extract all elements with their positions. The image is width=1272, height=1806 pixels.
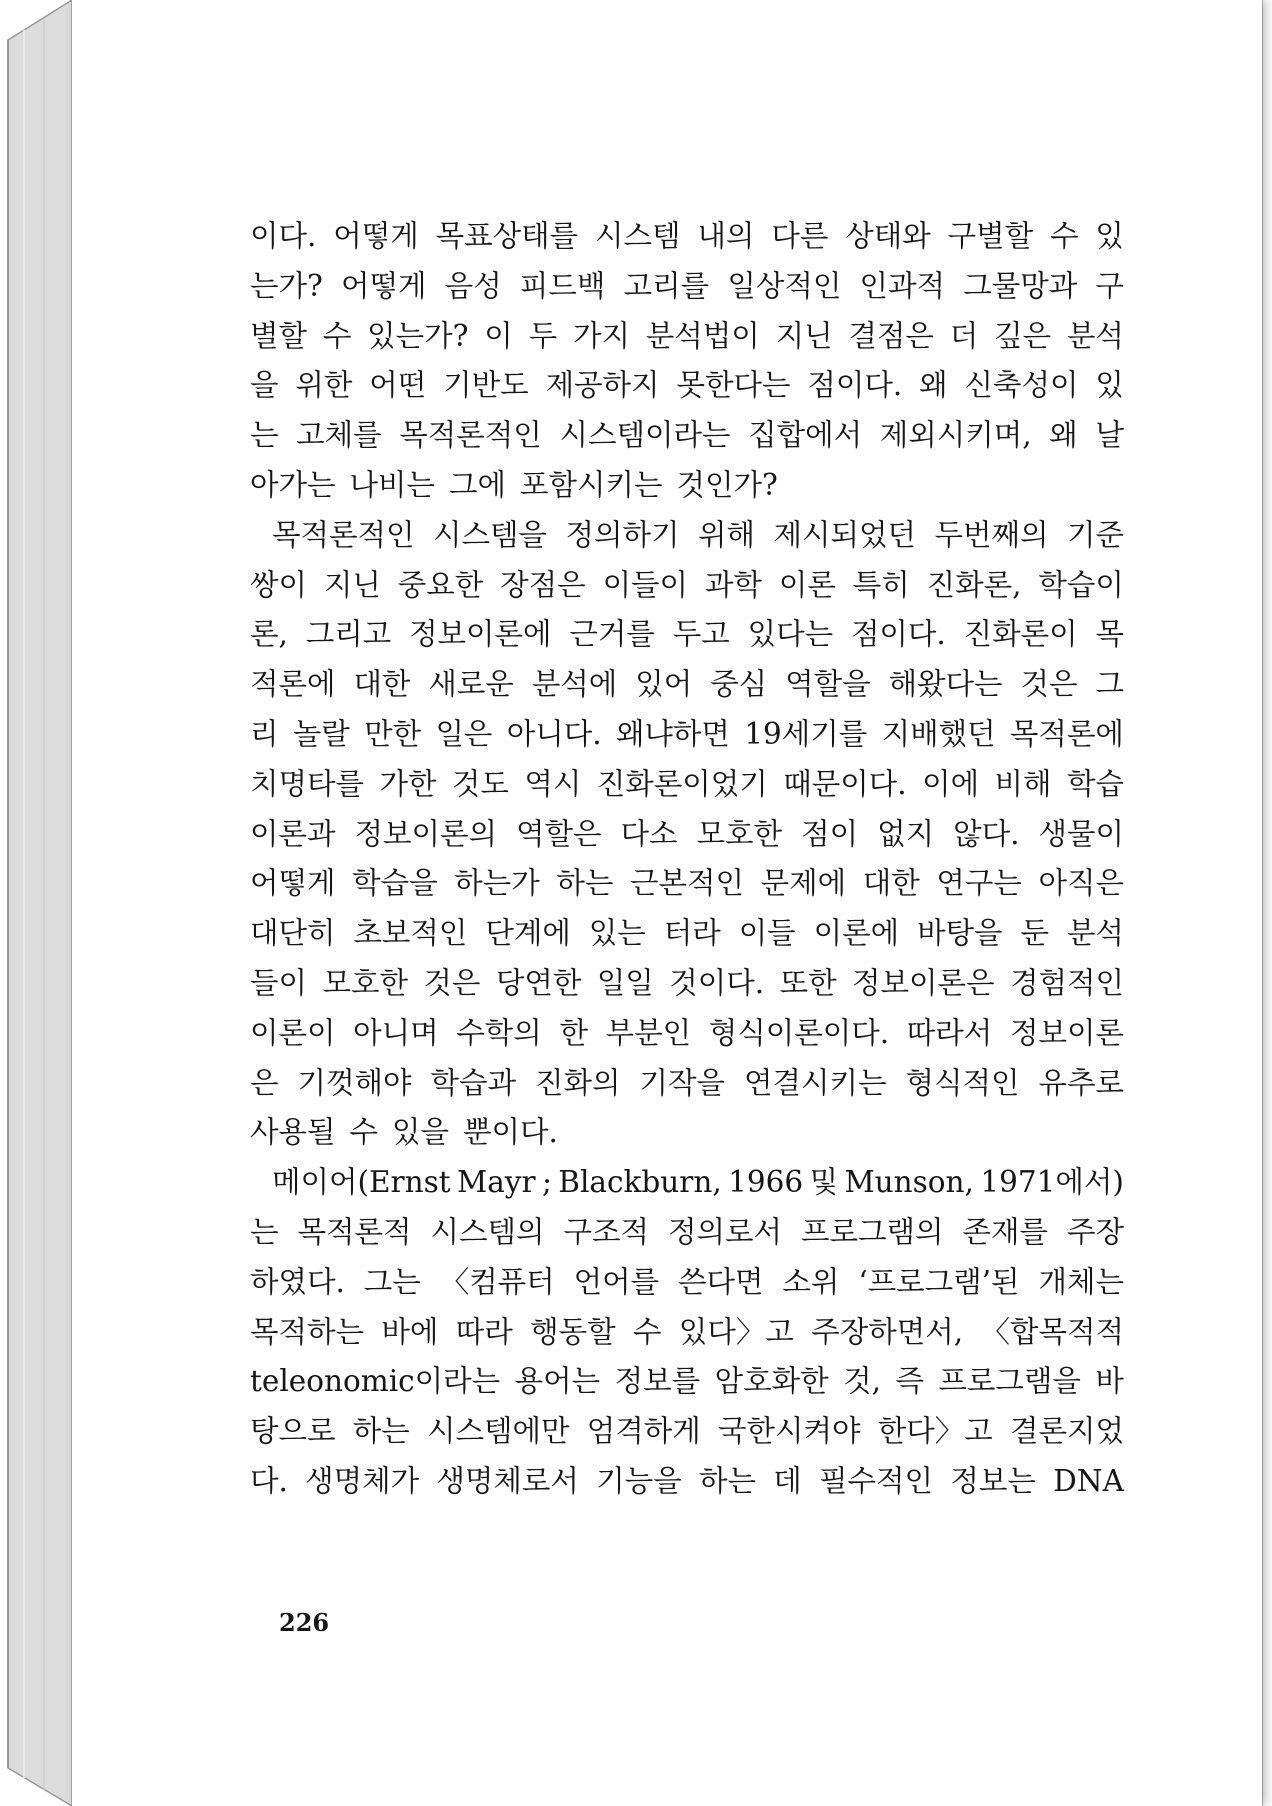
word: 학습 [1066,766,1124,801]
word: 〈합목적적 [980,1314,1124,1349]
word: 치명타를 [250,766,364,801]
word: 학습이 [1038,567,1124,602]
word: 터라 [663,916,721,951]
word: 및 [809,1165,839,1200]
word: 는가? [250,268,323,303]
word: 모호한 [322,965,408,1000]
word: 〈컴퓨터 [439,1264,555,1299]
word: 생명체가 [305,1463,420,1498]
word: 그리고 [305,617,392,652]
word: 위한 [295,368,353,403]
text-line [250,859,1124,909]
word: 시스템에만 [427,1414,570,1449]
word: 신축성이 [964,368,1079,403]
word: 시스템의 [430,1214,545,1249]
word: 있 [1095,368,1124,403]
word: 지배했던 [881,716,996,751]
word: 목적론적인 [272,517,415,552]
word: 데 [773,1463,802,1498]
word: Mayr [457,1165,536,1200]
text-line [250,561,1124,611]
word: 없지 [877,816,935,851]
word: 진화론, [926,567,1022,602]
text-line [250,212,1124,262]
word: 내의 [697,219,755,253]
word: 상태와 [845,219,931,253]
word: 아니다. [506,716,602,751]
word: 새로운 [428,667,514,702]
word: 정보이론은 [852,965,995,1000]
word: 유추로 [1038,1065,1124,1100]
word: 역할을 [785,667,871,702]
word: 정보를 [614,1364,701,1399]
word: 정의하기 [565,517,680,552]
text-line [250,361,1124,411]
word: 지닌 [775,318,833,353]
word: 정보이론에 [409,617,552,652]
word: 정보는 [950,1463,1036,1498]
word: 근거를 [569,617,655,652]
word: 는 [250,418,279,453]
word: 정의로서 [668,1214,782,1249]
word: 하는 [699,1463,756,1498]
word: 가한 [379,766,437,801]
word: 깊은 [994,318,1052,353]
word: 놀랄 [292,716,350,751]
word: 점이다. [850,617,946,652]
word: 리 [250,716,279,751]
body-text [250,212,1124,1507]
word: 개체는 [1038,1264,1124,1299]
word: 비해 [994,766,1052,801]
word: 하는 [352,1414,410,1449]
word: 은 [250,1065,279,1100]
word: 한 [559,1015,588,1050]
word: 프로그램을 [938,1364,1081,1399]
word: 다른 [771,219,829,253]
word: 행동할 [530,1314,616,1349]
text-line [250,710,1124,760]
word: 1971에서) [980,1165,1124,1200]
word: 것도 [451,766,509,801]
word: 연결시키는 [744,1065,887,1100]
text-line [250,1258,1124,1308]
word: 분석 [1066,916,1124,951]
text-line [250,1059,1124,1109]
word: 만한 [364,716,422,751]
word: 연구는 [936,866,1022,901]
word: 일상적인 [727,268,842,303]
word: 문제에 [760,866,847,901]
text-line [250,610,1124,660]
text-line [250,1357,1124,1407]
word: 결론지었 [1010,1414,1124,1449]
word: 용어는 [514,1364,601,1399]
word: 시스템 [595,219,681,253]
word: 진화론이었기 [596,766,768,801]
word: 가지 [572,318,630,353]
word: 수 [1050,219,1079,253]
word: 중심 [710,667,768,702]
word: 기반도 [443,368,529,403]
word: 역할은 [516,816,602,851]
word: 제공하지 [545,368,660,403]
word: 국한시켜야 [718,1414,861,1449]
word: teleonomic이라는 [250,1364,501,1399]
word: 목적론적인 [399,418,542,453]
text-line [250,959,1124,1009]
text-line [250,760,1124,810]
word: 것은 [423,965,481,1000]
word: 어떻게 [333,219,419,253]
word: 고리를 [623,268,710,303]
word: 분석에 [531,667,618,702]
word: 1966 [728,1165,804,1200]
word: 목표상태를 [435,219,579,253]
word: 점이다. [807,368,903,403]
word: 형식이론이다. [708,1015,890,1050]
word: 있 [1095,219,1124,253]
word: 모호한 [696,816,783,851]
text-line [250,1158,1124,1208]
word: 날 [1095,418,1124,453]
word: 이론에 [813,916,900,951]
word: 언어를 [573,1264,660,1299]
word: 진화의 [535,1065,621,1100]
word: 분석 [1066,318,1124,353]
word: 아가는 [250,467,336,502]
word: 별할 [250,318,307,353]
word: 엄격하게 [586,1414,701,1449]
text-line [250,461,1124,511]
word: 그에 [449,467,506,502]
word: 대한 [353,667,411,702]
word: 더 [949,318,979,353]
word: 는 [250,1214,279,1249]
word: 결점은 [848,318,934,353]
text-line [250,1308,1124,1358]
text-line [250,810,1124,860]
word: 나비는 [349,467,435,502]
text-line [250,1208,1124,1258]
word: 시스템이라는 [559,418,731,453]
word: 을 [250,368,279,403]
word: 대한 [862,866,920,901]
word: 이론과 [250,816,336,851]
word: 시스템을 [433,517,547,552]
word: ; [541,1165,552,1200]
word: 주장하면서, [811,1314,964,1349]
word: 뿐이다. [463,1115,558,1150]
word: 소위 [782,1264,840,1299]
word: 피드백 [519,268,606,303]
word: 기준 [1067,517,1124,552]
word: 진화론이 [963,617,1078,652]
word: 과학 [704,567,762,602]
word: DNA [1053,1463,1124,1498]
word: 아니며 [353,1015,439,1050]
word: 때문이다. [783,766,907,801]
word: 일일 [596,965,654,1000]
word: 집합에서 [748,418,863,453]
word: 쌍이 [250,567,307,602]
word: 19세기를 [744,716,868,751]
word: 지닌 [323,567,381,602]
word: 목적론적 [297,1214,412,1249]
word: 학습을 [352,866,438,901]
word: 하는 [556,866,614,901]
word: 이들이 [602,567,689,602]
word: 음성 [444,268,502,303]
word: 고체를 [296,418,382,453]
word: 구별할 [947,219,1034,253]
word: 들이 [250,965,307,1000]
word: 있다〉고 [678,1314,794,1349]
word: 대단히 [250,916,336,951]
word: 이에 [922,766,980,801]
word: 또한 [779,965,837,1000]
word: 한다〉고 [877,1414,993,1449]
word: 못한다는 [676,368,791,403]
word: 역시 [524,766,582,801]
word: 것인가? [676,467,778,502]
word: 즉 [895,1364,924,1399]
word: 프로그램의 [801,1214,944,1249]
word: 있어 [635,667,693,702]
word: 바 [1095,1364,1124,1399]
word: 생명체로서 [436,1463,579,1498]
word: 위해 [698,517,755,552]
word: 둔 [1020,916,1049,951]
word: 이다. [250,219,317,253]
word: 있을 [392,1115,449,1150]
text-line [250,511,1124,561]
word: 해왔다는 [888,667,1003,702]
word: 목적하는 [250,1314,364,1349]
word: 있다는 [747,617,834,652]
word: 왜 [1049,418,1078,453]
word: 것은 [1020,667,1078,702]
word: 않다. [953,816,1020,851]
word: 이론이 [250,1015,336,1050]
word: 그 [1095,667,1124,702]
word: 포함시키는 [520,467,663,502]
word: 정보이론의 [354,816,498,851]
text-line [250,660,1124,710]
word: 이들 [738,916,796,951]
word: 사용될 [250,1115,336,1150]
text-line [250,1407,1124,1457]
word: 학습과 [430,1065,516,1100]
word: 수학의 [456,1015,542,1050]
word: 하는가 [454,866,540,901]
word: 이론 [778,567,836,602]
word: 암호화한 [714,1364,829,1399]
text-line [250,909,1124,959]
word: 메이어(Ernst [272,1165,451,1200]
word: 인과적 [859,268,946,303]
word: 두번째의 [934,517,1049,552]
text-line [250,262,1124,312]
word: 주장 [1067,1214,1124,1249]
word: 바에 [381,1314,439,1349]
word: 따라 [455,1314,513,1349]
word: 있는가? [367,318,469,353]
word: 다. [250,1463,288,1498]
word: 근본적인 [630,866,744,901]
word: 두 [528,318,558,353]
text-line [250,1457,1124,1507]
word: 중요한 [397,567,484,602]
word: 쓴다면 [678,1264,764,1299]
word: 왜 [919,368,948,403]
word: 구 [1095,268,1124,303]
word: 일은 [435,716,493,751]
word: 정보이론 [1009,1015,1124,1050]
word: 생물이 [1038,816,1124,851]
word: 이 [484,318,513,353]
word: 어떻게 [341,268,427,303]
word: 필수적인 [819,1463,934,1498]
word: ‘프로그램’된 [858,1264,1020,1299]
word: 기껏해야 [297,1065,412,1100]
word: 존재를 [962,1214,1048,1249]
word: 장점은 [500,567,586,602]
text-line [250,1009,1124,1059]
word: 경험적인 [1010,965,1124,1000]
word: 구조적 [563,1214,649,1249]
word: 목 [1095,617,1124,652]
word: 탕으로 [250,1414,336,1449]
word: 목적론에 [1009,716,1124,751]
word: 어떤 [369,368,427,403]
text-line [250,312,1124,362]
word: 수 [633,1314,662,1349]
word: Blackburn, [558,1165,722,1200]
word: 제시되었던 [773,517,916,552]
word: 당연한 [495,965,582,1000]
word: 어떻게 [250,866,336,901]
word: 그물망과 [963,268,1078,303]
word: 분석법이 [645,318,760,353]
word: 그는 [363,1264,421,1299]
word: 제외시키며, [879,418,1032,453]
word: 바탕을 [917,916,1003,951]
word: 아직은 [1038,866,1124,901]
word: 수 [349,1115,378,1150]
word: 형식적인 [905,1065,1020,1100]
word: 기능을 [596,1463,682,1498]
word: 따라서 [906,1015,993,1050]
word: 부분인 [605,1015,692,1050]
page-number: 226 [279,1608,330,1637]
word: 론, [250,617,288,652]
word: 점이 [801,816,859,851]
text-line [250,1108,1124,1158]
word: 초보적인 [353,916,468,951]
word: 다소 [620,816,678,851]
word: 왜냐하면 [615,716,730,751]
word: Munson, [844,1165,974,1200]
word: 수 [322,318,352,353]
word: 단계에 [485,916,571,951]
word: 것, [843,1364,881,1399]
word: 특히 [852,567,910,602]
word: 하였다. [250,1264,345,1299]
word: 있는 [588,916,646,951]
text-line [250,411,1124,461]
word: 적론에 [250,667,336,702]
word: 기작을 [639,1065,725,1100]
word: 두고 [672,617,730,652]
word: 것이다. [669,965,765,1000]
